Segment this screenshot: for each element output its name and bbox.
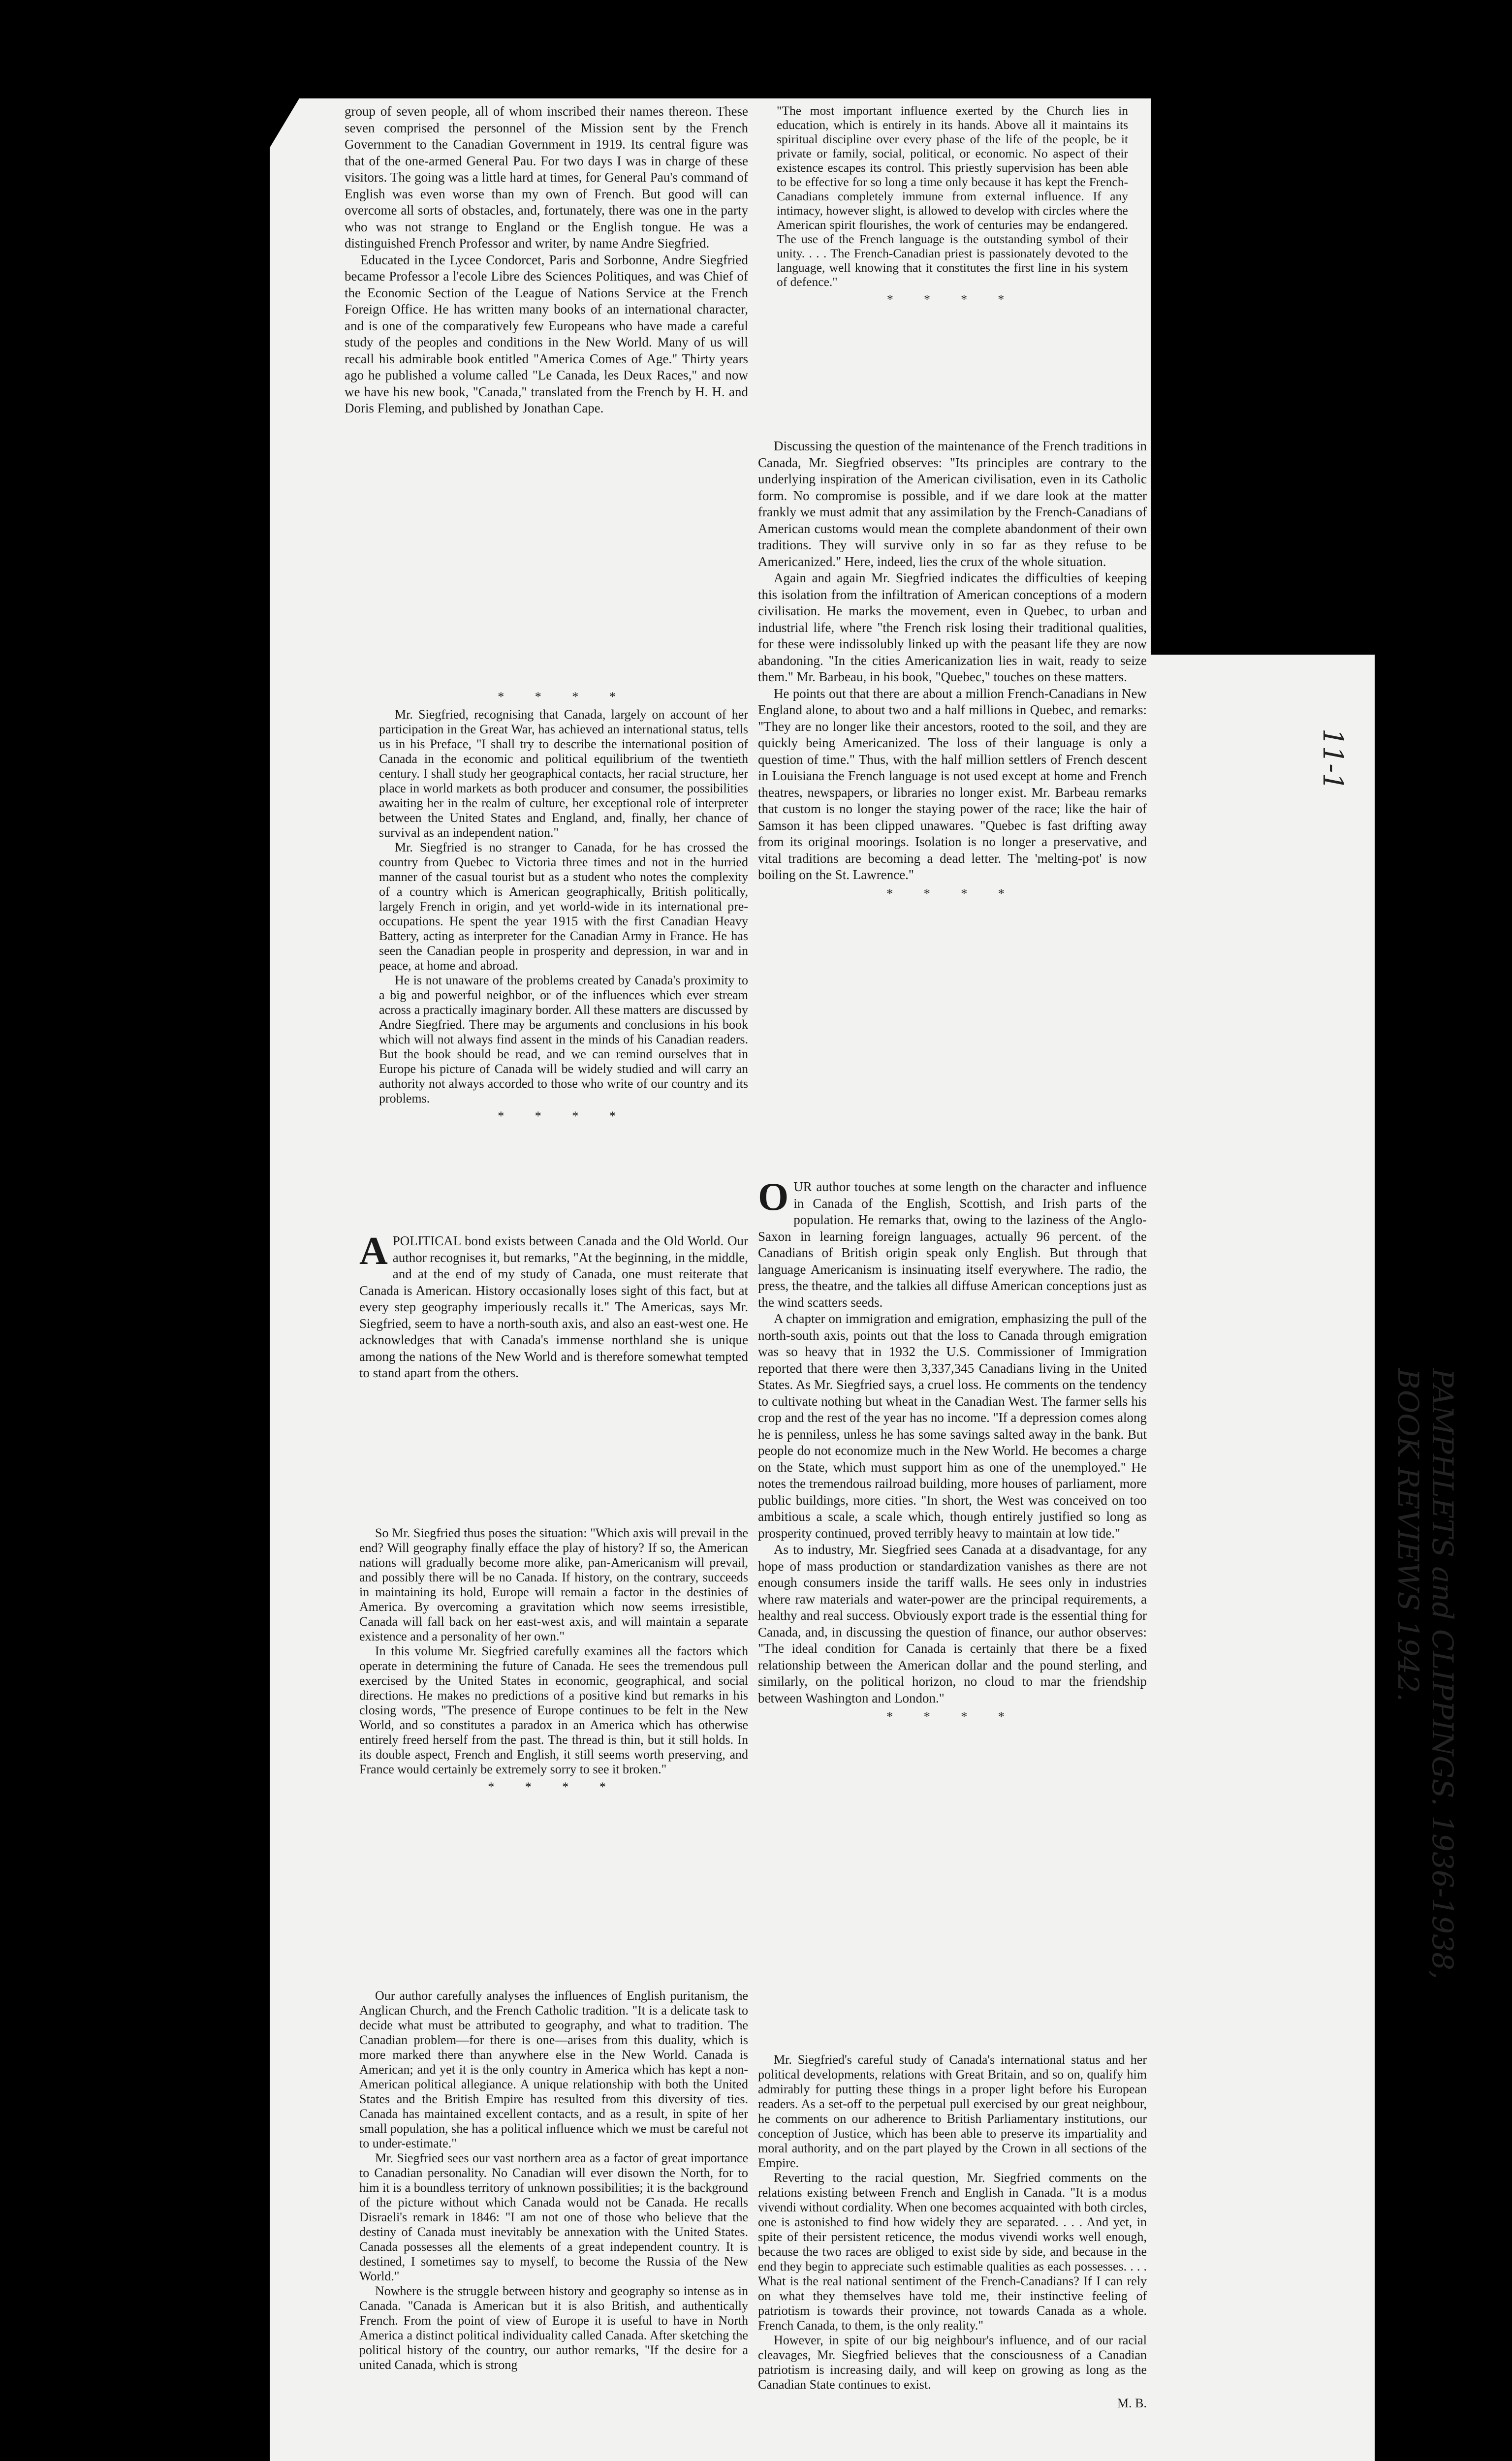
- paragraph: A chapter on immigration and emigration, emphasizing the pull of the north-south axis, points out that the loss to Canada through emigration was so heavy that in 1932 the U.S. Commissioner of Immigration reported that there were then 3,337,345 Canadians living in the United States. As Mr. Siegfried says, a cruel loss. He comments on the tendency to cultivate nothing but wheat in the Canadian West. The farmer sells his crop and the rest of the year has no income. "If a depression comes along he is penniless, unless he has some savings salted away in the bank. But people do not economize much in the New World. He becomes a charge on the State, which must support him as one of the unemployed." He notes the tremendous railroad building, more houses of parliament, more public buildings, more cities. "In short, the West was conceived on too ambitious a scale, a scale which, though entirely justified so long as prosperity continued, proved terribly heavy to maintain at low tide.": [758, 1311, 1147, 1541]
- column-right-c: [758, 2052, 1147, 2411]
- paragraph: So Mr. Siegfried thus poses the situation: "Which axis will prevail in the end? Will geography finally efface the play of history? If so, the American nations will gradually become more alike, pan-Americanism will prevail, and possibly there will be no Canada. If history, on the contrary, succeeds in maintaining its hold, Europe will remain a factor in the destinies of America. By overcoming a gravitation which now seems irresistible, Canada will fall back on her east-west axis, and will maintain a separate existence and a personality of her own.": [359, 1526, 748, 1643]
- column-left-c: [359, 1988, 748, 2372]
- label-handwriting-line1: PAMPHLETS and CLIPPINGS. 1936-1938,: [1426, 1368, 1459, 1980]
- paragraph: Our author carefully analyses the influences of English puritanism, the Anglican Church, and the French Catholic tradition. "It is a delicate task to decide what must be attributed to geography, and what to tradition. The Canadian problem—for there is one—arises from this duality, which is more marked there than anywhere else in the New World. Canada is American; and yet it is the only country in America which has kept a non-American political allegiance. A unique relationship with both the United States and the British Empire has resulted from this diversity of ties. Canada has maintained excellent contacts, and as a result, in spite of her small population, she has a political influence which we must be careful not to under-estimate.": [359, 1988, 748, 2150]
- section-divider: * * * *: [886, 292, 1018, 306]
- section-divider: * * * *: [498, 690, 630, 704]
- paragraph: Educated in the Lycee Condorcet, Paris and Sorbonne, Andre Siegfried became Professor a l'ecole Libre des Sciences Politiques, and was Chief of the Economic Section of the League of Nations Service at the French Foreign Office. He has written many books of an international character, and is one of the comparatively few Europeans who have made a careful study of the peoples and conditions in the New World. Many of us will recall his admirable book entitled "America Comes of Age." Thirty years ago he published a volume called "Le Canada, les Deux Races," and now we have his new book, "Canada," translated from the French by H. H. and Doris Fleming, and published by Jonathan Cape.: [345, 252, 748, 415]
- paragraph: He points out that there are about a million French-Canadians in New England alone, to about two and a half millions in Quebec, and remarks: "They are no longer like their ancestors, rooted to the soil, and they are quickly being Americanized. The loss of their language is only a question of time." Thus, with the half million settlers of French descent in Louisiana the French language is not used except at home and French theatres, newspapers, or libraries no longer exist. Mr. Barbeau remarks that custom is no longer the staying power of the race; like the hair of Samson it has been clipped unawares. "Quebec is fast drifting away from its original moorings. Isolation is no longer a preservative, and vital traditions are becoming a dead letter. The 'melting-pot' is now boiling on the St. Lawrence.": [758, 686, 1147, 882]
- paragraph-text: POLITICAL bond exists between Canada and the Old World. Our author recognises it, but remarks, "At the beginning, in the middle, and at the end of my study of Canada, one must reiterate that Canada is American. History occasionally loses sight of this fact, but at every step geography imperiously recalls it." The Americas, says Mr. Siegfried, seem to have a north-south axis, and also an east-west one. He acknowledges that with Canada's immense northland she is unique among the nations of the New World and is therefore somewhat tempted to stand apart from the others.: [359, 1233, 748, 1380]
- paragraph: Discussing the question of the maintenance of the French traditions in Canada, Mr. Siegfried observes: "Its principles are contrary to the underlying inspiration of the American civilisation, even in its Catholic form. No compromise is possible, and if we dare look at the matter frankly we must admit that any assimilation by the French-Canadians of American customs would mean the complete abandonment of their own traditions. They will survive only in so far as they refuse to be Americanized." Here, indeed, lies the crux of the whole situation.: [758, 439, 1147, 569]
- column-left-b: [359, 1230, 748, 1382]
- paragraph-text: UR author touches at some length on the character and influence in Canada of the English, Scottish, and Irish parts of the population. He remarks that, owing to the laziness of the Anglo-Saxon in learning foreign languages, actually 96 percent. of the Canadians of British origin speak only English. But through that language Americanism is insinuating itself everywhere. The radio, the press, the theatre, and the talkies all diffuse American conceptions just as the wind scatters seeds.: [758, 1179, 1147, 1310]
- paragraph: However, in spite of our big neighbour's influence, and of our racial cleavages, Mr. Siegfried believes that the consciousness of a Canadian patriotism is increasing daily, and will keep on growing as long as the Canadian State continues to exist.: [758, 2333, 1147, 2392]
- paragraph: group of seven people, all of whom inscribed their names thereon. These seven comprised the personnel of the Mission sent by the French Government to the Canadian Government in 1919. Its central figure was that of the one-armed General Pau. For two days I was in charge of these visitors. The going was a little hard at times, for General Pau's command of English was even worse than my own of French. But good will can overcome all sorts of obstacles, and, fortunately, there was one in the party who was not strange to England or the English tongue. He was a distinguished French Professor and writer, by name Andre Siegfried.: [345, 104, 748, 251]
- column-top-right: [758, 438, 1147, 904]
- paragraph: Mr. Siegfried sees our vast northern area as a factor of great importance to Canadian personality. No Canadian will ever disown the North, for to him it is a boundless territory of unknown possibilities; it is the background of the picture without which Canada would not be Canada. He recalls Disraeli's remark in 1846: "I am not one of those who believe that the destiny of Canada must inevitably be annexation with the United States. Canada possesses all the elements of a great independent country. It is destined, I sometimes say to myself, to become the Russia of the New World.": [359, 2151, 748, 2283]
- paragraph: As to industry, Mr. Siegfried sees Canada at a disadvantage, for any hope of mass production or standardization vanishes as there are not enough consumers inside the tariff walls. He sees only in industries where raw materials and water-power are the principal requirements, a healthy and real success. Obviously export trade is the essential thing for Canada, and, in discussing the question of finance, our author observes: "The ideal condition for Canada is certainly that there be a fixed relationship between the American dollar and the pound sterling, and similarly, on the political horizon, no cloud to mar the friendship between Washington and London.": [758, 1542, 1147, 1705]
- paragraph: Again and again Mr. Siegfried indicates the difficulties of keeping this isolation from the infiltration of American conceptions of a modern civilisation. He marks the movement, even in Quebec, to urban and industrial life, where "the French risk losing their traditional qualities, for these were indissolubly linked up with the peasant life they are now abandoning. "In the cities Americanization lies in wait, ready to seize them." Mr. Barbeau, in his book, "Quebec," touches on these matters.: [758, 570, 1147, 684]
- paragraph: Reverting to the racial question, Mr. Siegfried comments on the relations existing between French and English in Canada. "It is a modus vivendi without cordiality. When one becomes acquainted with both circles, one is astonished to find how widely they are separated. . . . And yet, in spite of their persistent reticence, the modus vivendi works well enough, because the two races are obliged to exist side by side, and because in the end they begin to appreciate such estimable qualities as each possesses. . . . What is the real national sentiment of the French-Canadians? If I can rely on what they themselves have told me, their instinctive feeling of patriotism is towards their province, not towards Canada as a whole. French Canada, to them, is the only reality.": [758, 2171, 1147, 2333]
- column-right-b: [758, 1175, 1147, 1727]
- column-left-a: [379, 687, 748, 1127]
- paragraph: Nowhere is the struggle between history and geography so intense as in Canada. "Canada is American but it is also British, and authentically French. From the point of view of Europe it is useful to have in North America a distinct political individuality called Canada. After sketching the political history of the country, our author remarks, "If the desire for a united Canada, which is strong: [359, 2284, 748, 2372]
- section-divider: * * * *: [886, 886, 1018, 901]
- column-top-left: [345, 103, 748, 417]
- paragraph: In this volume Mr. Siegfried carefully examines all the factors which operate in determining the future of Canada. He sees the tremendous pull exercised by the United States in economic, geographical, and social directions. He makes no predictions of a positive kind but remarks in his closing words, "The presence of Europe continues to be felt in the New World, and so constitutes a paradox in an America which has otherwise entirely freed herself from the past. The thread is thin, but it still holds. In its double aspect, French and English, it still seems worth preserving, and France would certainly be extremely sorry to see it broken.": [359, 1644, 748, 1776]
- paragraph: [359, 1230, 748, 1382]
- paragraph: Mr. Siegfried is no stranger to Canada, for he has crossed the country from Quebec to Victoria three times and not in the hurried manner of the casual tourist but as a student who notes the complexity of a country which is American geographically, British politically, largely French in origin, and yet world-wide in its international pre-occupations. He spent the year 1915 with the first Canadian Heavy Battery, acting as interpreter for the Canadian Army in France. He has seen the Canadian people in prosperity and depression, in war and in peace, at home and abroad.: [379, 840, 748, 973]
- author-signature: M. B.: [1117, 2396, 1147, 2410]
- label-handwriting-line2: BOOK REVIEWS 1942.: [1391, 1368, 1425, 1702]
- column-top-right-quote: [758, 103, 1147, 309]
- paragraph: Mr. Siegfried's careful study of Canada's international status and her political developments, relations with Great Britain, and so on, qualify him admirably for putting these things in a proper light before his European readers. As a set-off to the perpetual pull exercised by our great neighbour, he comments on our adherence to British Parliamentary institutions, our conception of Justice, which has been able to preserve its impartiality and moral authority, and on the part played by the Crown in all sections of the Empire.: [758, 2052, 1147, 2170]
- paragraph: Mr. Siegfried, recognising that Canada, largely on account of her participation in the Great War, has achieved an international status, tells us in his Preface, "I shall try to describe the international position of Canada in the economic and political equilibrium of the twentieth century. I shall study her geographical contacts, her racial structure, her place in world markets as both producer and consumer, the possibilities awaiting her in the realm of culture, her exceptional role of interpreter between the United States and England, and, finally, her chance of survival as an independent nation.": [379, 707, 748, 840]
- section-divider: * * * *: [886, 1709, 1018, 1724]
- paragraph: He is not unaware of the problems created by Canada's proximity to a big and powerful neighbor, or of the influences which ever stream across a practically imaginary border. All these matters are discussed by Andre Siegfried. There may be arguments and conclusions in his book which will not always find assent in the minds of his Canadian readers. But the book should be read, and we can remind ourselves that in Europe his picture of Canada will be widely studied and will carry an authority not always accorded to those who write of our country and its problems.: [379, 973, 748, 1105]
- paragraph: [758, 1175, 1147, 1311]
- section-divider: * * * *: [498, 1109, 630, 1123]
- column-left-b-rest: [359, 1526, 748, 1798]
- section-divider: * * * *: [488, 1780, 620, 1794]
- drop-cap: O: [758, 1175, 789, 1219]
- drop-cap: A: [359, 1230, 388, 1273]
- folder-number-handwriting: 11-1: [1317, 728, 1349, 790]
- block-quote: "The most important influence exerted by the Church lies in education, which is entirely in its hands. Above all it maintains its spiritual discipline over every phase of the life of the people, be it private or family, social, political, or economic. No aspect of their existence escapes its control. This priestly supervision has been able to be effective for so long a time only because it has kept the French-Canadians completely immune from external influence. If any intimacy, however slight, is allowed to develop with circles where the American spirit flourishes, the work of centuries may be endangered. The use of the French language is the outstanding symbol of their unity. . . . The French-Canadian priest is passionately devoted to the language, well knowing that it constitutes the first line in his system of defence.": [777, 103, 1128, 289]
